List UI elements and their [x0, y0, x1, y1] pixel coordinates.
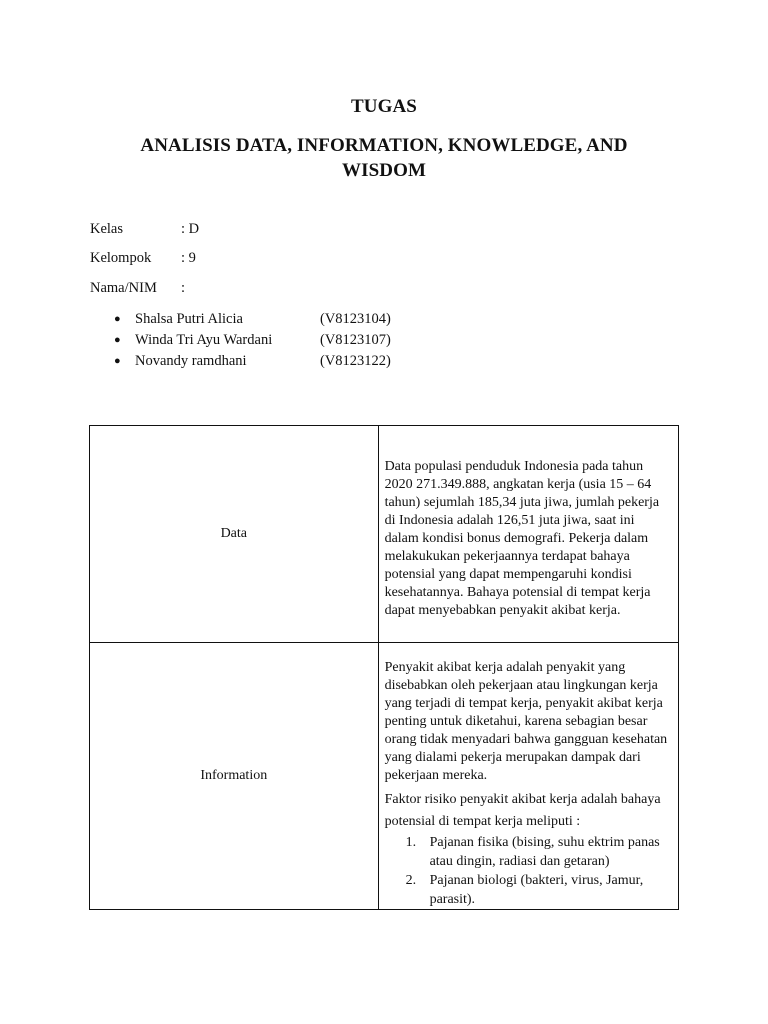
factor-number: 2.: [405, 873, 417, 888]
member-nim: (V8123122): [320, 353, 391, 369]
info-value: : 9: [181, 250, 196, 266]
information-factors-intro: Faktor risiko penyakit akibat kerja adalah bahaya potensial di tempat kerja meliputi :: [384, 792, 661, 829]
table-row-data: [90, 426, 679, 643]
data-label-cell: [90, 426, 379, 643]
data-text: Data populasi penduduk Indonesia pada tahun 2020 271.349.888, angkatan kerja (usia 15 – 64 tahun) sejumlah 185,34 juta jiwa, jumlah pekerja di Indonesia adalah 126,51 juta jiwa, saat ini dalam kondisi bonus demografi. Pekerja dalam melakukukan pekerjaannya terdapat bahaya potensial yang dapat mempengaruhi kondisi kesehatannya. Bahaya potensial di tempat kerja dapat menyebabkan penyakit akibat kerja.: [384, 459, 660, 618]
subtitle-text: ANALISIS DATA, INFORMATION, KNOWLEDGE, AND WISDOM: [140, 135, 628, 181]
data-content-cell: [378, 426, 678, 643]
member-name: Novandy ramdhani: [135, 353, 247, 369]
bullet-icon: ●: [114, 313, 121, 325]
information-label: Information: [200, 768, 268, 783]
factors-list: [385, 833, 672, 909]
information-content-cell: [378, 643, 678, 910]
member-name: Winda Tri Ayu Wardani: [135, 332, 273, 348]
member-nim: (V8123107): [320, 332, 391, 348]
info-value: : D: [181, 221, 200, 237]
member-nim: (V8123104): [320, 311, 391, 327]
info-value: :: [181, 280, 186, 296]
table-row-information: [90, 643, 679, 910]
member-name: Shalsa Putri Alicia: [135, 311, 243, 327]
bullet-icon: ●: [114, 334, 121, 346]
factor-text: Pajanan fisika (bising, suhu ektrim panas atau dingin, radiasi dan getaran): [429, 835, 660, 869]
list-item: [385, 833, 672, 871]
factor-number: 1.: [405, 835, 417, 850]
dikw-table: [89, 425, 679, 910]
information-paragraph: Penyakit akibat kerja adalah penyakit yang disebabkan oleh pekerjaan atau lingkungan kerja yang terjadi di tempat kerja, penyakit akibat kerja penting untuk diketahui, karena sebagian besar orang tidak menyadari bahwa gangguan kesehatan yang dialami pekerja merupakan dampak dari pekerjaan mereka.: [384, 660, 668, 783]
list-item: [385, 871, 672, 909]
information-label-cell: [90, 643, 379, 910]
factor-text: Pajanan biologi (bakteri, virus, Jamur, parasit).: [429, 873, 644, 907]
info-label: Kelompok: [90, 250, 152, 266]
data-label: Data: [220, 526, 247, 541]
info-label: Kelas: [90, 221, 124, 237]
document-subtitle: [0, 133, 768, 183]
bullet-icon: ●: [114, 355, 121, 367]
info-label: Nama/NIM: [90, 280, 157, 296]
document-title: TUGAS: [351, 96, 417, 117]
